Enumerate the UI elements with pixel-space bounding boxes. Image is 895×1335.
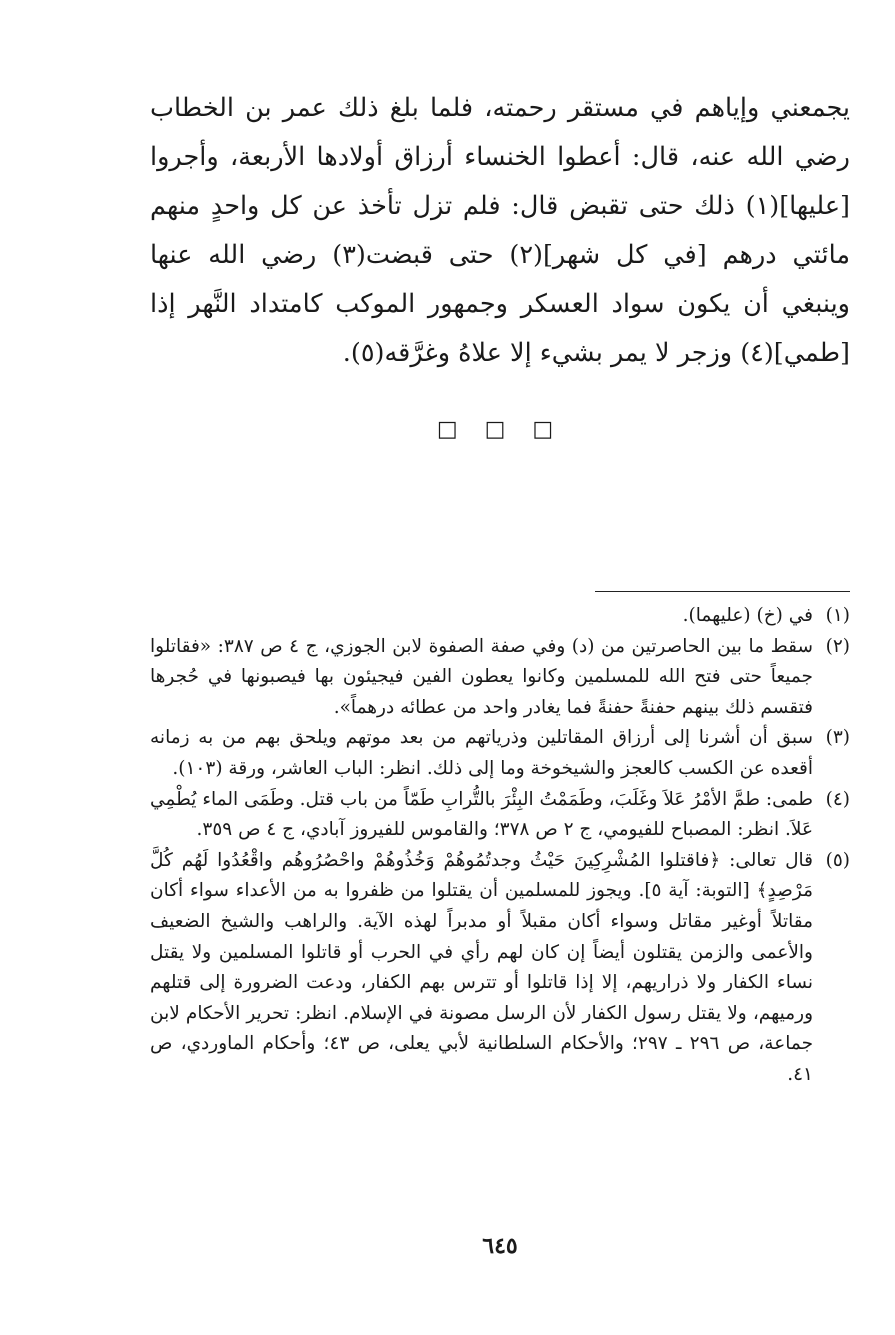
footnote-text: قال تعالى: ﴿فاقتلوا المُشْرِكِينَ حَيْثُ وجدتُمُوهُمْ وَخُذُوهُمْ واحْصُرُوهُم واقْعُدُوا لَهُم كُلَّ مَرْصِدٍ﴾ [التوبة: آية ٥]. ويجوز للمسلمين أن يقتلوا من ظفروا به من الأعداء سواء أكان مقاتلاً أوغير مقاتل وسواء أكان مقبلاً أو مدبراً لهذه الآية. والراهب والشيخ الضعيف والأعمى والزمن يقتلون أيضاً إن كان لهم رأي في الحرب أو قاتلوا المسلمين ولا يقتل نساء الكفار ولا ذراريهم، إلا إذا قاتلوا أو تترس بهم الكفار، ودعت الضرورة إلى قتلهم ورميهم، ولا يقتل رسول الكفار لأن الرسل مصونة في الإسلام. انظر: تحرير الأحكام لابن جماعة، ص ٢٩٦ ـ ٢٩٧؛ والأحكام السلطانية لأبي يعلى، ص ٤٣؛ وأحكام الماوردي، ص ٤١. — [150, 849, 814, 1085]
main-paragraph: يجمعني وإياهم في مستقر رحمته، فلما بلغ ذلك عمر بن الخطاب رضي الله عنه، قال: أعطوا الخنساء أرزاق أولادها الأربعة، وأجروا [عليها](١) ذلك حتى تقبض قال: فلم تزل تأخذ عن كل واحدٍ منهم مائتي درهم [في كل شهر](٢) حتى قبضت(٣) رضي الله عنها وينبغي أن يكون سواد العسكر وجمهور الموكب كامتداد النَّهر إذا [طمي](٤) وزجر لا يمر بشيء إلا علاهُ وغرَّقه(٥). — [150, 93, 851, 368]
footnotes-block — [150, 601, 850, 1091]
footnote-text: سبق أن أشرنا إلى أرزاق المقاتلين وذرياتهم من بعد موتهم ويلحق بهم من به زمانه أقعده عن الكسب كالعجز والشيخوخة وما إلى ذلك. انظر: الباب العاشر، ورقة (١٠٣). — [150, 727, 813, 779]
footnote-2 — [150, 632, 850, 724]
section-separator: □ □ □ — [436, 417, 564, 442]
footnote-text: طمى: طمَّ الأمْرُ عَلاَ وغَلَبَ، وطَمَمْتُ البِئْرَ بالتُّرابِ طَمّاً من باب قتل. وطَمَى الماء يُطْمِي عَلاَ. انظر: المصباح للفيومي، ج ٢ ص ٣٧٨؛ والقاموس للفيروز آبادي، ج ٤ ص ٣٥٩. — [150, 788, 813, 841]
footnote-number: (٤) — [825, 788, 850, 810]
footnote-number: (١) — [825, 605, 850, 626]
main-text-block — [150, 84, 850, 378]
footnote-text: سقط ما بين الحاصرتين من (د) وفي صفة الصفوة لابن الجوزي، ج ٤ ص ٣٨٧: «فقاتلوا جميعاً حتى فتح الله للمسلمين وكانوا يعطون الفين فيجيئون بها فيصبونها في حُجرها فتقسم ذلك بينهم حفنةً حفنةً فما يغادر واحد من عطائه درهماً». — [150, 635, 813, 718]
footnote-number: (٢) — [825, 635, 850, 657]
page-number: ٦٤٥ — [482, 1233, 518, 1259]
footnote-4 — [150, 785, 850, 846]
footnote-1 — [150, 601, 850, 632]
footnote-5 — [150, 846, 850, 1091]
footnote-rule — [595, 591, 850, 592]
document-page — [150, 0, 850, 1335]
footnote-number: (٥) — [825, 849, 850, 871]
footnote-text: في (خ) (عليهما). — [682, 605, 813, 626]
footnote-number: (٣) — [825, 727, 850, 749]
footnote-3 — [150, 723, 850, 784]
